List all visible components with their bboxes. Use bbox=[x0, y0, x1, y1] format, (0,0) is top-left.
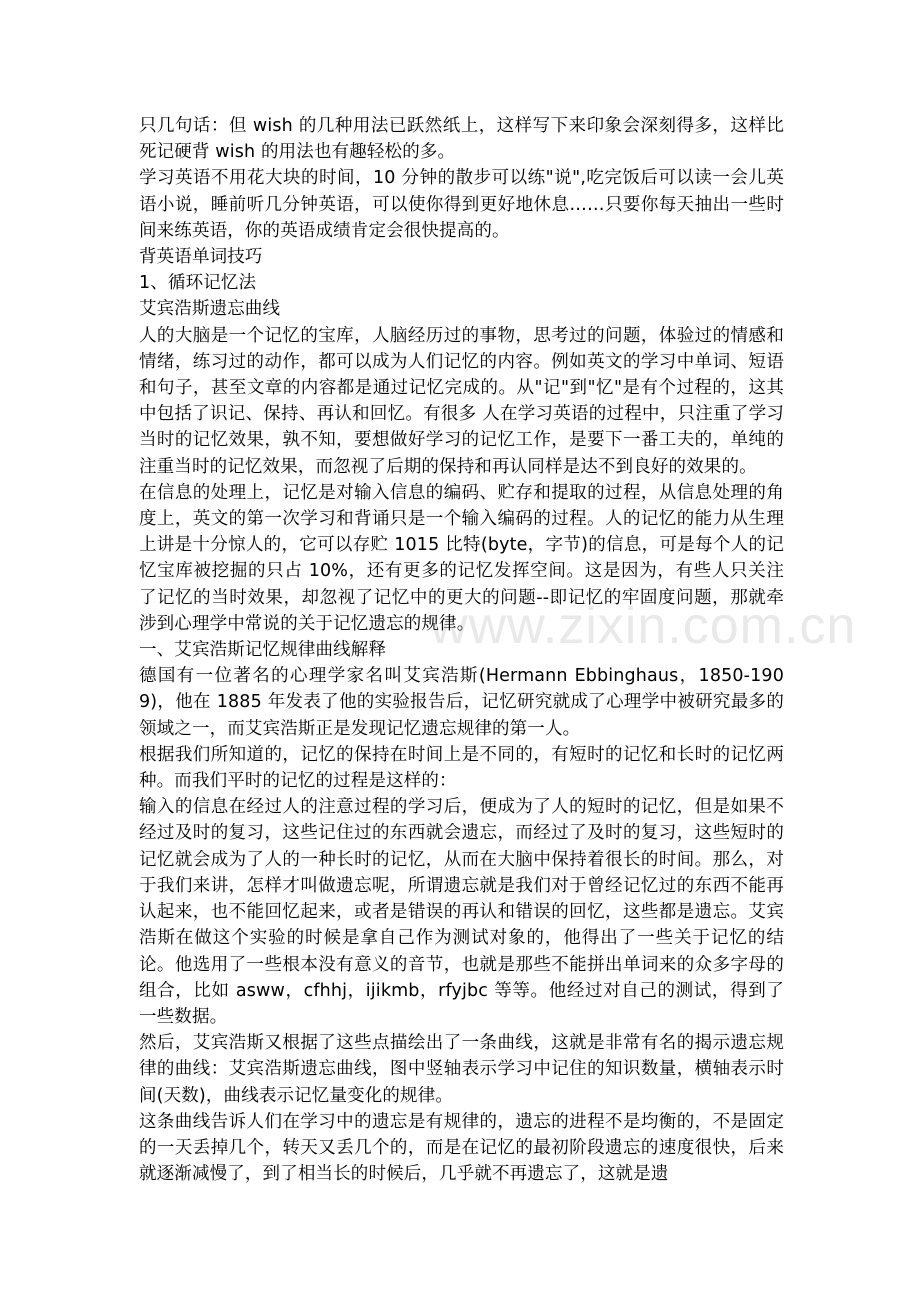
paragraph-wish-note: 只几句话：但 wish 的几种用法已跃然纸上，这样写下来印象会深刻得多，这样比死记硬背 wish 的用法也有趣轻松的多。 bbox=[139, 116, 784, 163]
paragraph-study-time: 学习英语不用花大块的时间，10 分钟的散步可以练"说",吃完饭后可以读一会儿英语小说，睡前听几分钟英语，可以使你得到更好地休息……只要你每天抽出一些时间来练英语，你的英语成绩肯定会很快提高的。 bbox=[139, 168, 784, 241]
paragraph-brain-memory: 人的大脑是一个记忆的宝库，人脑经历过的事物，思考过的问题，体验过的情感和情绪，练习过的动作，都可以成为人们记忆的内容。例如英文的学习中单词、短语和句子，甚至文章的内容都是通过记忆完成的。从"记"到"忆"是有个过程的，这其中包括了识记、保持、再认和回忆。有很多 人在学习英语的过程中，只注重了学习当时的记忆效果，孰不知，要想做好学习的记忆工作，是要下一番工夫的，单纯的注重当时的记忆效果，而忽视了后期的保持和再认同样是达不到良好的效果的。 bbox=[139, 325, 784, 477]
heading-forgetting-curve: 艾宾浩斯遗忘曲线 bbox=[139, 299, 281, 320]
heading-cycle-memory: 1、循环记忆法 bbox=[139, 273, 257, 294]
paragraph-memory-process: 输入的信息在经过人的注意过程的学习后，便成为了人的短时的记忆，但是如果不经过及时的复习，这些记住过的东西就会遗忘，而经过了及时的复习，这些短时的记忆就会成为了人的一种长时的记忆，从而在大脑中保持着很长的时间。那么，对于我们来讲，怎样才叫做遗忘呢，所谓遗忘就是我们对于曾经记忆过的东西不能再认起来，也不能回忆起来，或者是错误的再认和错误的回忆，这些都是遗忘。艾宾浩斯在做这个实验的时候是拿自己作为测试对象的，他得出了一些关于记忆的结论。他选用了一些根本没有意义的音节，也就是那些不能拼出单词来的众多字母的组合，比如 asww，cfhhj，ijikmb，rfyjbc 等等。他经过对自己的测试，得到了一些数据。 bbox=[139, 797, 784, 1027]
watermark: www.zixin.com.cn bbox=[430, 597, 857, 655]
paragraph-information-processing: 在信息的处理上，记忆是对输入信息的编码、贮存和提取的过程，从信息处理的角度上，英文的第一次学习和背诵只是一个输入编码的过程。人的记忆的能力从生理上讲是十分惊人的，它可以存贮 1015 比特(byte，字节)的信息，可是每个人的记忆宝库被挖掘的只占 10%，还有更多的记忆发挥空间。这是因为，有些人只关注了记忆的当时效果，却忽视了记忆中的更大的问题--即记忆的牢固度问题，那就牵涉到心理学中常说的关于记忆遗忘的规律。 bbox=[139, 482, 784, 634]
paragraph-memory-types: 根据我们所知道的，记忆的保持在时间上是不同的，有短时的记忆和长时的记忆两种。而我们平时的记忆的过程是这样的： bbox=[139, 744, 784, 792]
paragraph-curve-meaning: 这条曲线告诉人们在学习中的遗忘是有规律的，遗忘的进程不是均衡的，不是固定的一天丢掉几个，转天又丢几个的，而是在记忆的最初阶段遗忘的速度很快，后来就逐渐减慢了，到了相当长的时候后，几乎就不再遗忘了，这就是遗 bbox=[139, 1111, 784, 1185]
document-body bbox=[139, 113, 784, 1187]
paragraph-curve-drawing: 然后，艾宾浩斯又根据了这些点描绘出了一条曲线，这就是非常有名的揭示遗忘规律的曲线：艾宾浩斯遗忘曲线，图中竖轴表示学习中记住的知识数量，横轴表示时间(天数)，曲线表示记忆量变化的规律。 bbox=[139, 1033, 784, 1106]
heading-vocab-tips: 背英语单词技巧 bbox=[139, 247, 263, 268]
heading-curve-explanation: 一、艾宾浩斯记忆规律曲线解释 bbox=[139, 640, 387, 661]
paragraph-ebbinghaus-intro: 德国有一位著名的心理学家名叫艾宾浩斯(Hermann Ebbinghaus，1850-1909)，他在 1885 年发表了他的实验报告后，记忆研究就成了心理学中被研究最多的领域之一，而艾宾浩斯正是发现记忆遗忘规律的第一人。 bbox=[139, 666, 784, 739]
